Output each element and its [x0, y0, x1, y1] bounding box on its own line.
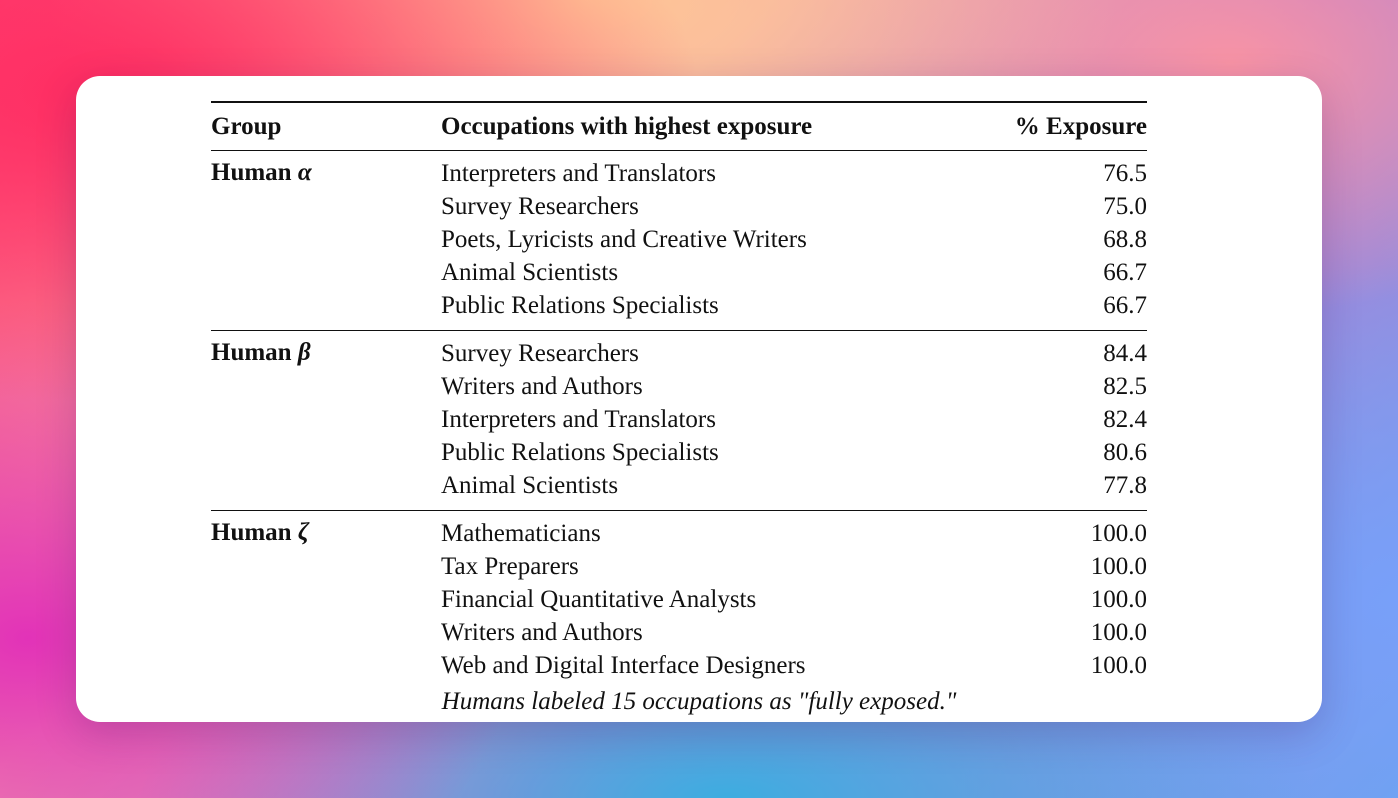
table-row	[211, 190, 1147, 223]
group-separator-rule	[211, 330, 1147, 331]
occupation-cell: Survey Researchers	[441, 340, 639, 367]
exposure-cell: 100.0	[1090, 619, 1147, 646]
exposure-cell: 100.0	[1090, 553, 1147, 580]
table-row	[211, 436, 1147, 469]
group-label-text: Human	[211, 339, 292, 366]
occupation-cell: Interpreters and Translators	[441, 160, 716, 187]
occupation-cell: Financial Quantitative Analysts	[441, 586, 757, 613]
group-symbol-zeta: ζ	[297, 519, 309, 546]
exposure-cell: 66.7	[1103, 292, 1147, 319]
table-row	[211, 403, 1147, 436]
occupation-cell: Poets, Lyricists and Creative Writers	[441, 226, 807, 253]
exposure-cell: 75.0	[1103, 193, 1147, 220]
occupation-cell: Public Relations Specialists	[441, 439, 719, 466]
table-row	[211, 337, 1147, 370]
group-label-text: Human	[211, 159, 292, 186]
table-row	[211, 289, 1147, 322]
table-row	[211, 517, 1147, 550]
occupation-cell: Animal Scientists	[441, 259, 619, 286]
group-separator-rule	[211, 510, 1147, 511]
group-label-text: Human	[211, 519, 292, 546]
exposure-cell: 84.4	[1103, 340, 1147, 367]
group-symbol-alpha: α	[297, 159, 312, 186]
table-row	[211, 256, 1147, 289]
header-group: Group	[211, 113, 282, 140]
occupation-cell: Tax Preparers	[441, 553, 579, 580]
table-row	[211, 550, 1147, 583]
header-occupations: Occupations with highest exposure	[441, 113, 813, 140]
header-rule	[211, 150, 1147, 151]
exposure-cell: 82.4	[1103, 406, 1147, 433]
table-caption: Humans labeled 15 occupations as "fully exposed."	[441, 688, 957, 715]
exposure-cell: 68.8	[1103, 226, 1147, 253]
occupation-cell: Public Relations Specialists	[441, 292, 719, 319]
occupation-cell: Survey Researchers	[441, 193, 639, 220]
occupation-cell: Web and Digital Interface Designers	[441, 652, 806, 679]
header-exposure: % Exposure	[1014, 113, 1147, 140]
table-row	[211, 469, 1147, 502]
table-row	[211, 616, 1147, 649]
occupation-cell: Interpreters and Translators	[441, 406, 716, 433]
table-row	[211, 223, 1147, 256]
exposure-cell: 66.7	[1103, 259, 1147, 286]
exposure-cell: 100.0	[1090, 586, 1147, 613]
exposure-cell: 100.0	[1090, 520, 1147, 547]
table-row	[211, 649, 1147, 682]
table-row	[211, 583, 1147, 616]
occupation-cell: Animal Scientists	[441, 472, 619, 499]
occupation-cell: Writers and Authors	[441, 373, 643, 400]
exposure-cell: 100.0	[1090, 652, 1147, 679]
group-symbol-beta: β	[297, 339, 311, 366]
occupation-cell: Mathematicians	[441, 520, 601, 547]
table-top-rule	[211, 101, 1147, 103]
table-row	[211, 370, 1147, 403]
table-row	[211, 157, 1147, 190]
occupation-cell: Writers and Authors	[441, 619, 643, 646]
exposure-cell: 80.6	[1103, 439, 1147, 466]
exposure-cell: 77.8	[1103, 472, 1147, 499]
table-card	[76, 76, 1322, 722]
exposure-cell: 82.5	[1103, 373, 1147, 400]
exposure-cell: 76.5	[1103, 160, 1147, 187]
